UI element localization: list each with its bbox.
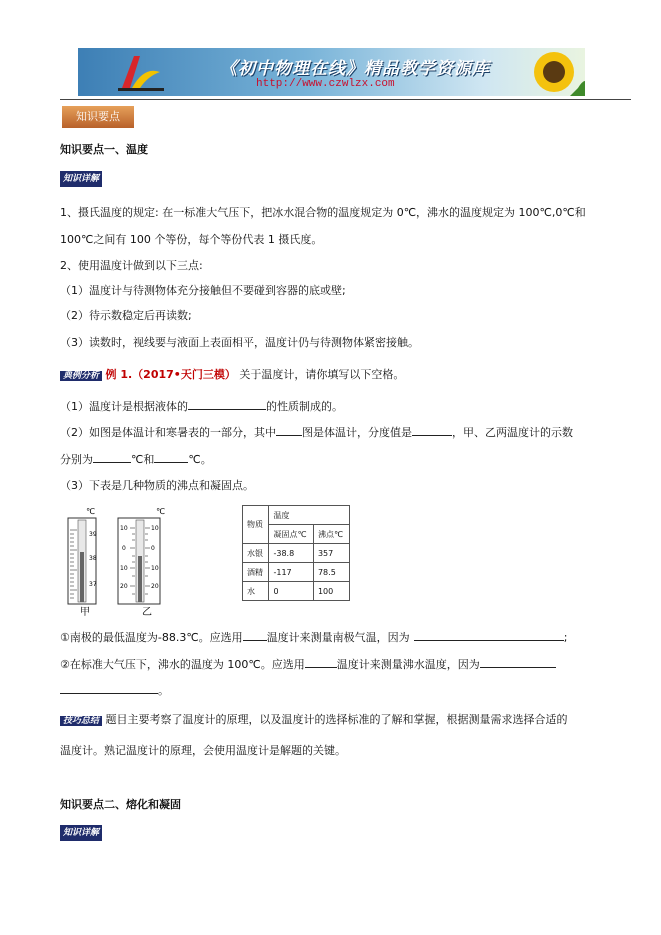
th-substance: 物质 bbox=[243, 506, 269, 544]
th-temp: 温度 bbox=[269, 506, 350, 525]
yi-left-tick-2: 10 bbox=[120, 565, 128, 572]
q5-text-a: ②在标准大气压下，沸水的温度为 100℃。应选用 bbox=[60, 658, 305, 671]
jia-tick-1: 38 bbox=[89, 555, 97, 562]
q2-blank-2[interactable] bbox=[412, 424, 452, 436]
cell-boil: 357 bbox=[313, 544, 349, 563]
q5-text-b: 温度计来测量沸水温度，因为 bbox=[336, 658, 480, 671]
q1-text-a: （1）温度计是根据液体的 bbox=[60, 400, 188, 413]
cell-name: 酒精 bbox=[243, 563, 269, 582]
q4-text-a: ①南极的最低温度为-88.3℃。应选用 bbox=[60, 631, 243, 644]
kp1-heading: 知识要点一、温度 bbox=[60, 143, 148, 156]
q2-blank-1[interactable] bbox=[276, 424, 302, 436]
q2-blank-3[interactable] bbox=[93, 451, 131, 463]
sunflower-icon bbox=[518, 48, 585, 96]
q3-line: （3）下表是几种物质的沸点和凝固点。 bbox=[60, 479, 254, 492]
thermometer-figure bbox=[58, 500, 188, 620]
jia-label: 甲 bbox=[80, 607, 90, 618]
q2-line bbox=[60, 424, 573, 440]
cell-freeze: -117 bbox=[269, 563, 313, 582]
tips-line-1 bbox=[60, 711, 568, 729]
q4-text-b: 温度计来测量南极气温，因为 bbox=[266, 631, 410, 644]
kp2-heading: 知识要点二、熔化和凝固 bbox=[60, 798, 181, 811]
q2-text-d: 分别为 bbox=[60, 453, 93, 466]
logo-icon bbox=[114, 52, 170, 92]
cell-freeze: -38.8 bbox=[269, 544, 313, 563]
q2-text-f: ℃。 bbox=[188, 453, 212, 466]
yi-right-tick-3: 20 bbox=[151, 583, 159, 590]
table-row bbox=[243, 582, 350, 601]
q1-blank[interactable] bbox=[188, 398, 266, 410]
yi-right-tick-2: 10 bbox=[151, 565, 159, 572]
kp1-line-3: （1）温度计与待测物体充分接触但不要碰到容器的底或壁; bbox=[60, 284, 346, 297]
yi-label: 乙 bbox=[142, 607, 152, 618]
cell-freeze: 0 bbox=[269, 582, 313, 601]
yi-right-tick-0: 10 bbox=[151, 525, 159, 532]
table-row bbox=[243, 544, 350, 563]
yi-right-tick-1: 0 bbox=[151, 545, 155, 552]
kp1-line-1a: 1、摄氏温度的规定: 在一标准大气压下，把冰水混合物的温度规定为 0℃，沸水的温度规定为 100℃,0℃和 bbox=[60, 206, 586, 219]
th-freeze: 凝固点℃ bbox=[269, 525, 313, 544]
q5-blank-2[interactable] bbox=[480, 656, 556, 668]
kp1-line-2: 2、使用温度计做到以下三点: bbox=[60, 259, 203, 272]
example-header bbox=[60, 366, 404, 384]
tips-badge: 技巧总结 bbox=[60, 716, 102, 726]
banner-url: http://www.czwlzx.com bbox=[256, 78, 395, 90]
kp1-line-5: （3）读数时，视线要与液面上表面相平，温度计仍与待测物体紧密接触。 bbox=[60, 336, 419, 349]
yi-left-tick-3: 20 bbox=[120, 583, 128, 590]
example-prompt: 关于温度计，请你填写以下空格。 bbox=[239, 368, 405, 381]
q5-line bbox=[60, 656, 556, 672]
q4-text-c: ; bbox=[563, 631, 568, 644]
q2-text-e: ℃和 bbox=[131, 453, 155, 466]
jia-tick-0: 39 bbox=[89, 531, 97, 538]
tips-text-1: 题目主要考察了温度计的原理，以及温度计的选择标准的了解和掌握，根据测量需求选择合适的 bbox=[105, 713, 568, 726]
cell-boil: 78.5 bbox=[313, 563, 349, 582]
banner-title: 《初中物理在线》精品教学资源库 bbox=[220, 59, 490, 79]
cell-name: 水 bbox=[243, 582, 269, 601]
kp1-line-1b: 100℃之间有 100 个等份，每个等份代表 1 摄氏度。 bbox=[60, 233, 323, 246]
q5-text-c: 。 bbox=[158, 684, 169, 697]
q1-line bbox=[60, 398, 343, 414]
th-boil: 沸点℃ bbox=[313, 525, 349, 544]
yi-unit: ℃ bbox=[156, 507, 165, 516]
q2-text-c: ，甲、乙两温度计的示数 bbox=[452, 426, 573, 439]
q2-text-b: 图是体温计，分度值是 bbox=[302, 426, 412, 439]
example-label: 例 1.（2017•天门三模） bbox=[105, 368, 236, 381]
q4-blank-1[interactable] bbox=[243, 629, 267, 641]
kp1-line-4: （2）待示数稳定后再读数; bbox=[60, 309, 192, 322]
tips-line-2: 温度计。熟记温度计的原理，会使用温度计是解题的关键。 bbox=[60, 744, 346, 757]
q5-line-2 bbox=[60, 682, 169, 698]
q5-blank-1[interactable] bbox=[305, 656, 337, 668]
q2-blank-4[interactable] bbox=[154, 451, 188, 463]
substance-table bbox=[242, 505, 350, 601]
q4-line bbox=[60, 629, 567, 645]
table-row bbox=[243, 563, 350, 582]
q1-text-b: 的性质制成的。 bbox=[266, 400, 343, 413]
q5-blank-3[interactable] bbox=[60, 682, 158, 694]
header-banner bbox=[78, 48, 585, 96]
yi-left-tick-0: 10 bbox=[120, 525, 128, 532]
yi-left-tick-1: 0 bbox=[122, 545, 126, 552]
cell-boil: 100 bbox=[313, 582, 349, 601]
jia-unit: ℃ bbox=[86, 507, 95, 516]
jia-tick-2: 37 bbox=[89, 581, 97, 588]
header-divider bbox=[60, 99, 631, 100]
kp1-badge: 知识详解 bbox=[60, 171, 102, 187]
q2-text-a: （2）如图是体温计和寒暑表的一部分，其中 bbox=[60, 426, 276, 439]
example-badge: 典例分析 bbox=[60, 371, 102, 381]
q4-blank-2[interactable] bbox=[414, 629, 564, 641]
kp2-badge: 知识详解 bbox=[60, 825, 102, 841]
q2-line-2 bbox=[60, 451, 212, 467]
section-tab: 知识要点 bbox=[62, 106, 134, 128]
cell-name: 水银 bbox=[243, 544, 269, 563]
